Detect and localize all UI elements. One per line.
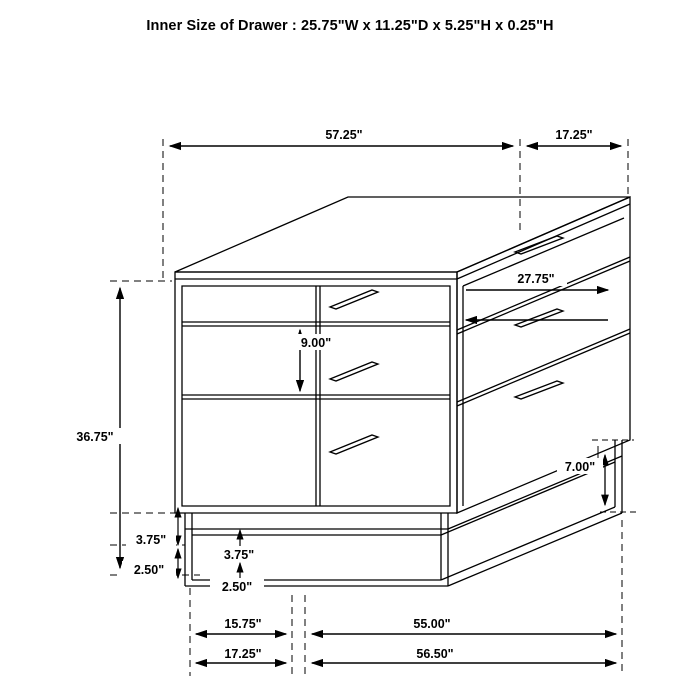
dimension-lines bbox=[110, 139, 640, 676]
label-base-offset-lower: 2.50" bbox=[133, 563, 165, 577]
base-rail-side-bottom-2 bbox=[441, 507, 615, 580]
label-base-offset-upper-front: 3.75" bbox=[223, 548, 255, 562]
handle-side-mid bbox=[515, 309, 563, 327]
dresser-body bbox=[175, 197, 630, 586]
label-drawer-height: 9.00" bbox=[300, 336, 332, 350]
label-base-offset-upper: 3.75" bbox=[135, 533, 167, 547]
handle-front-top-left bbox=[330, 290, 378, 309]
page-title: Inner Size of Drawer : 25.75"W x 11.25"D x 5.25"H x 0.25"H bbox=[146, 18, 554, 34]
label-overall-height: 36.75" bbox=[76, 430, 114, 444]
handle-front-mid-left bbox=[330, 362, 378, 381]
label-leg-height: 7.00" bbox=[564, 460, 596, 474]
handle-side-bottom bbox=[515, 381, 563, 399]
base-rail-side-bottom bbox=[448, 513, 622, 586]
label-top-depth: 17.25" bbox=[555, 128, 593, 142]
dresser-side-face bbox=[457, 197, 630, 513]
dimension-label-backgrounds bbox=[64, 126, 603, 661]
label-bottom-width: 56.50" bbox=[416, 647, 454, 661]
label-side-base-depth: 15.75" bbox=[224, 617, 262, 631]
dresser-top-panel bbox=[175, 197, 630, 272]
label-drawer-width: 27.75" bbox=[517, 272, 555, 286]
handle-front-bottom-left bbox=[330, 435, 378, 454]
label-base-width: 55.00" bbox=[413, 617, 451, 631]
label-top-width: 57.25" bbox=[325, 128, 363, 142]
label-base-offset-lower-front: 2.50" bbox=[221, 580, 253, 594]
side-drawer-sep-2b bbox=[457, 333, 630, 406]
label-side-depth-total: 17.25" bbox=[224, 647, 262, 661]
